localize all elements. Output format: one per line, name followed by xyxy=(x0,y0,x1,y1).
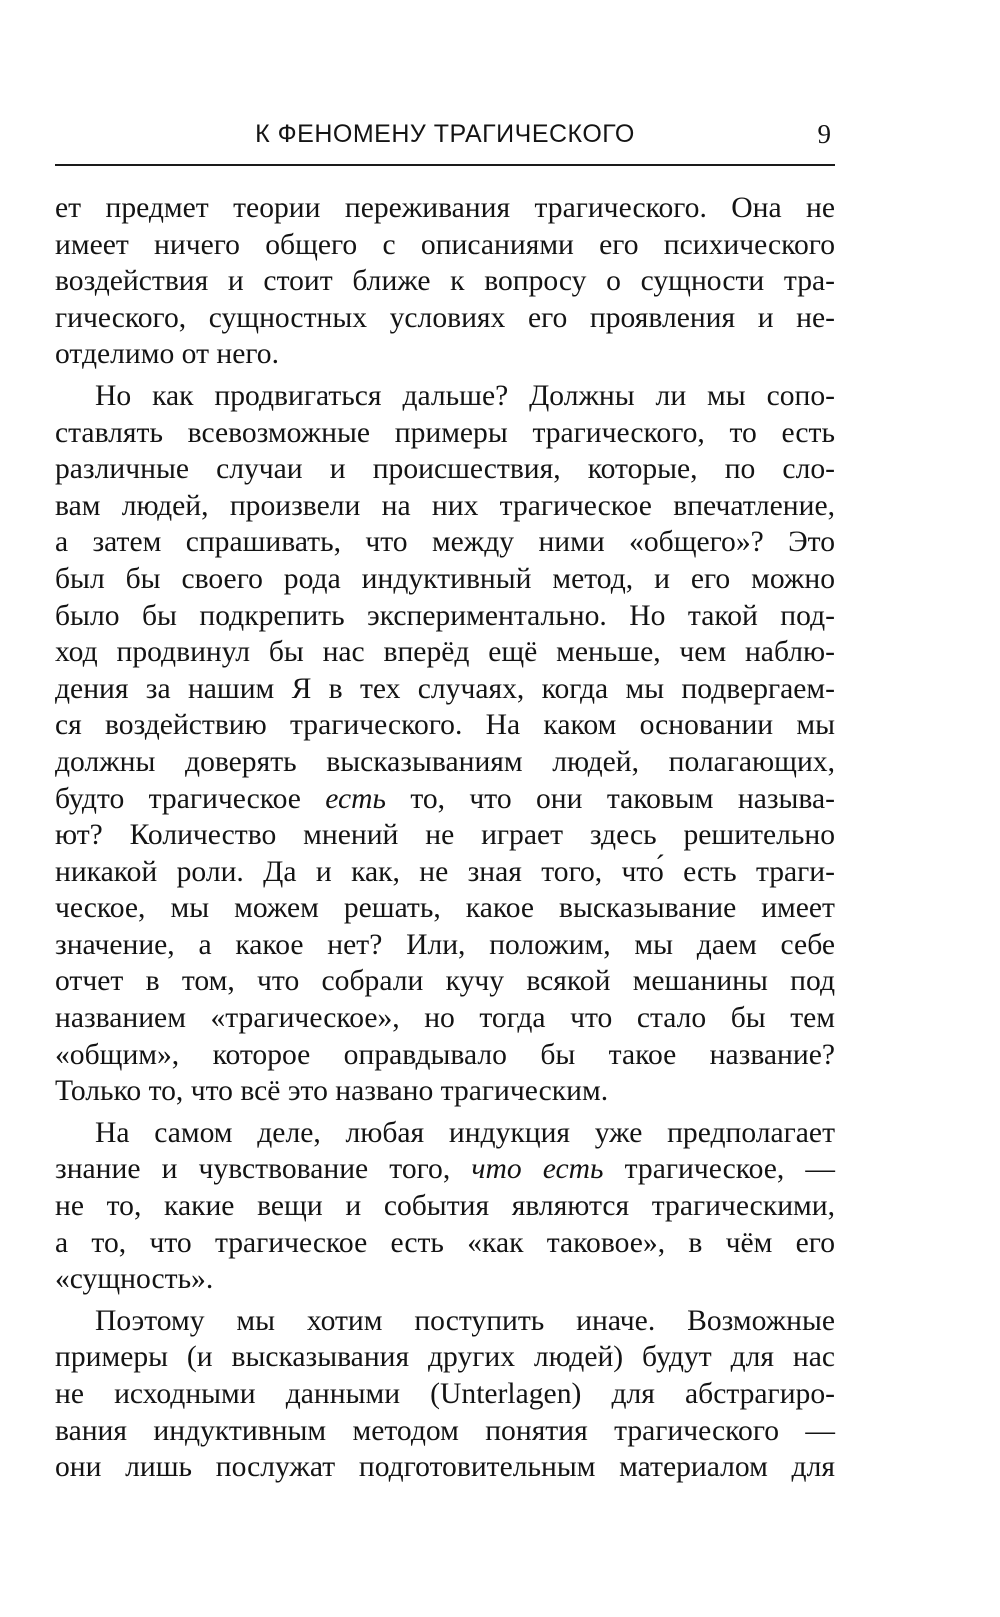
text-line: вания индуктивным методом понятия трагического — xyxy=(55,1414,835,1447)
text-line xyxy=(55,1151,835,1188)
text-line: должны доверять высказываниям людей, полагающих, xyxy=(55,745,835,778)
text-line: а то, что трагическое есть «как таковое», в чём его xyxy=(55,1226,835,1259)
text-line: ход продвинул бы нас вперёд ещё меньше, чем наблю- xyxy=(55,636,835,669)
running-header xyxy=(55,118,835,166)
text-line: «общим», которое оправдывало бы такое название? xyxy=(55,1038,835,1071)
text-line: они лишь послужат подготовительным материалом для xyxy=(55,1451,835,1484)
text-line: отделимо от него. xyxy=(55,338,279,371)
text-segment: то, что они таковым называ- xyxy=(385,782,835,815)
text-line: значение, а какое нет? Или, положим, мы даем себе xyxy=(55,928,835,961)
text-line xyxy=(55,781,835,818)
text-line: Только то, что всё это названо трагическим. xyxy=(55,1075,609,1108)
text-line: отчет в том, что собрали кучу всякой мешанины под xyxy=(55,965,835,998)
page-number: 9 xyxy=(817,119,831,149)
text-line: На самом деле, любая индукция уже предполагает xyxy=(95,1116,835,1149)
text-line: было бы подкрепить экспериментально. Но такой под- xyxy=(55,599,835,632)
text-segment: знание и чувствование того, xyxy=(55,1153,472,1186)
text-line: ют? Количество мнений не играет здесь решительно xyxy=(55,819,835,852)
text-line: никакой роли. Да и как, не зная того, что́ есть траги- xyxy=(55,855,835,888)
text-line: ставлять всевозможные примеры трагического, то есть xyxy=(55,416,835,449)
text-line: различные случаи и происшествия, которые, по сло- xyxy=(55,453,835,486)
text-line: Поэтому мы хотим поступить иначе. Возможные xyxy=(95,1304,835,1337)
text-line: дения за нашим Я в тех случаях, когда мы подвергаем- xyxy=(55,672,835,705)
text-line: «сущность». xyxy=(55,1263,214,1296)
text-line: имеет ничего общего с описаниями его психического xyxy=(55,228,835,261)
text-line: гического, сущностных условиях его проявления и не- xyxy=(55,301,835,334)
running-title: К ФЕНОМЕНУ ТРАГИЧЕСКОГО xyxy=(255,120,635,148)
text-line: ческое, мы можем решать, какое высказывание имеет xyxy=(55,892,835,925)
text-line: Но как продвигаться дальше? Должны ли мы сопо- xyxy=(95,379,835,412)
text-line: ся воздействию трагического. На каком основании мы xyxy=(55,709,835,742)
text-segment: будто трагическое xyxy=(55,782,326,815)
emphasis-text: что есть xyxy=(471,1153,604,1186)
text-line: не то, какие вещи и события являются трагическими, xyxy=(55,1190,835,1223)
text-line: воздействия и стоит ближе к вопросу о сущности тра- xyxy=(55,265,835,298)
text-line: был бы своего рода индуктивный метод, и его можно xyxy=(55,562,835,595)
body-text xyxy=(55,190,835,1486)
text-line: а затем спрашивать, что между ними «общего»? Это xyxy=(55,526,835,559)
text-segment: трагическое, — xyxy=(603,1153,835,1186)
text-line: примеры (и высказывания других людей) будут для нас xyxy=(55,1341,835,1374)
emphasis-text: есть xyxy=(325,782,386,815)
text-line: названием «трагическое», но тогда что стало бы тем xyxy=(55,1002,835,1035)
text-line: не исходными данными (Unterlagen) для абстрагиро- xyxy=(55,1378,835,1410)
text-line: ет предмет теории переживания трагического. Она не xyxy=(55,192,835,224)
text-line: вам людей, произвели на них трагическое впечатление, xyxy=(55,489,835,522)
